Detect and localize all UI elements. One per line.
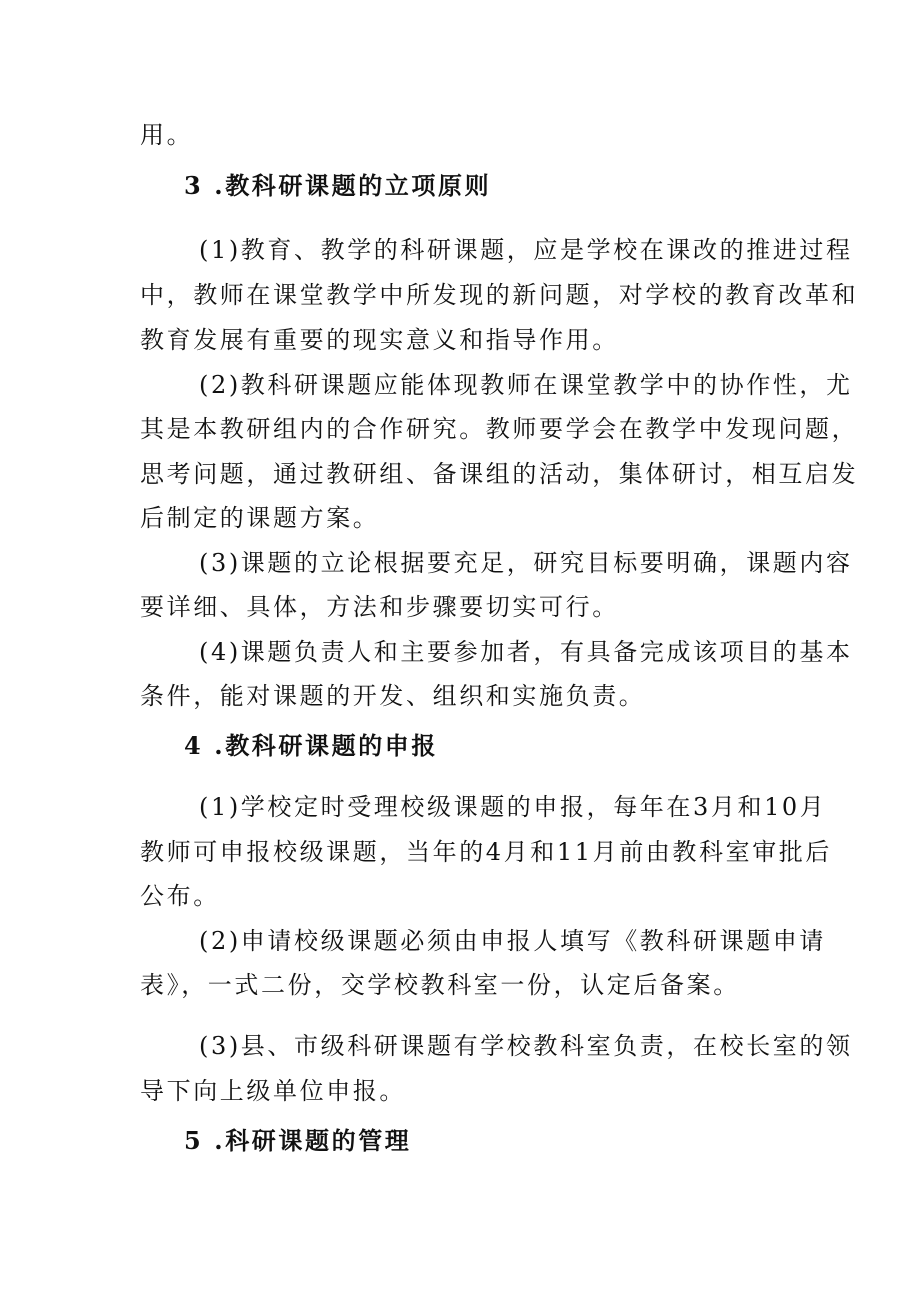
- paragraph-line: (2)申请校级课题必须由申报人填写《教科研课题申请: [199, 927, 826, 955]
- paragraph-line: 教育发展有重要的现实意义和指导作用。: [140, 326, 619, 354]
- section-heading-3: 3 .教科研课题的立项原则: [184, 171, 492, 200]
- paragraph-line: 要详细、具体，方法和步骤要切实可行。: [140, 593, 619, 621]
- paragraph-line: 中，教师在课堂教学中所发现的新问题，对学校的教育改革和: [140, 281, 859, 309]
- paragraph-line: 导下向上级单位申报。: [140, 1077, 406, 1105]
- paragraph-line: 后制定的课题方案。: [140, 504, 380, 532]
- paragraph-line: (1)学校定时受理校级课题的申报，每年在3月和10月: [199, 793, 827, 821]
- paragraph-line: 条件，能对课题的开发、组织和实施负责。: [140, 682, 646, 710]
- section-heading-5: 5 .科研课题的管理: [184, 1126, 412, 1155]
- paragraph-line: 其是本教研组内的合作研究。教师要学会在教学中发现问题，: [140, 415, 859, 443]
- paragraph-line: 思考问题，通过教研组、备课组的活动，集体研讨，相互启发: [140, 460, 859, 488]
- paragraph-line: (2)教科研课题应能体现教师在课堂教学中的协作性，尤: [199, 371, 853, 399]
- section-heading-4: 4 .教科研课题的申报: [184, 731, 439, 760]
- paragraph-line: (3)课题的立论根据要充足，研究目标要明确，课题内容: [199, 549, 853, 577]
- paragraph-line: 用。: [140, 121, 194, 149]
- paragraph-line: 公布。: [140, 882, 220, 910]
- paragraph-line: (4)课题负责人和主要参加者，有具备完成该项目的基本: [199, 638, 853, 666]
- paragraph-line: (1)教育、教学的科研课题，应是学校在课改的推进过程: [199, 236, 853, 264]
- paragraph-line: 表》，一式二份，交学校教科室一份，认定后备案。: [140, 971, 740, 999]
- paragraph-line: 教师可申报校级课题，当年的4月和11月前由教科室审批后: [140, 838, 833, 866]
- paragraph-line: (3)县、市级科研课题有学校教科室负责，在校长室的领: [199, 1032, 853, 1060]
